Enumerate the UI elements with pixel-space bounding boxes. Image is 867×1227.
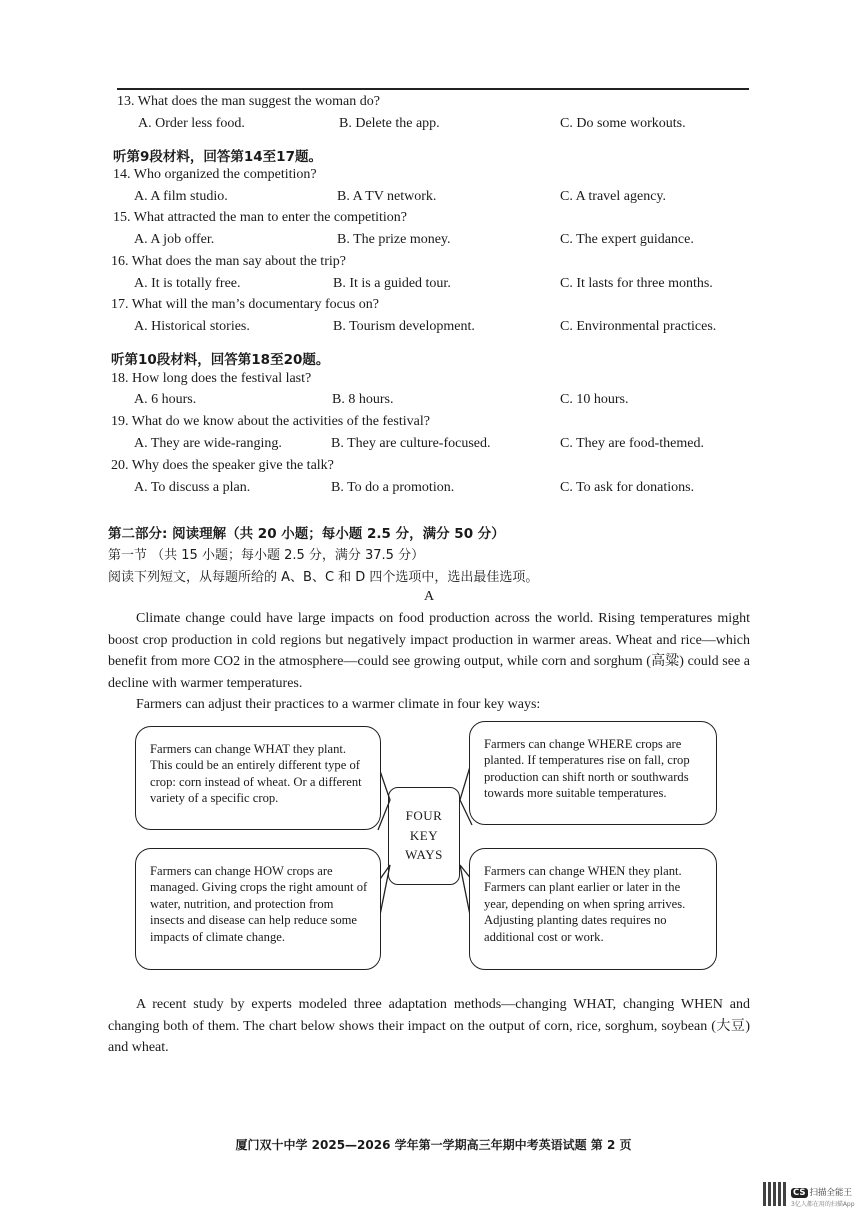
- question-18: 18. How long does the festival last?: [111, 371, 312, 386]
- scanner-subtitle: 3亿人都在用的扫描App: [791, 1201, 855, 1208]
- question-20: 20. Why does the speaker give the talk?: [111, 458, 334, 473]
- paragraph-3: A recent study by experts modeled three adaptation methods—changing WHAT, changing WHEN and changing both of them. The chart below shows their impact on the output of corn, rice, sorghum, soybean (大豆) and wheat.: [108, 997, 750, 1056]
- q17-option-b: B. Tourism development.: [333, 319, 475, 334]
- scanner-name: 扫描全能王: [809, 1188, 853, 1198]
- box-where: Farmers can change WHERE crops are planted. If temperatures rise on fall, crop production can shift north or southwards towards more suitable temperatures.: [469, 721, 717, 825]
- q17-option-a: A. Historical stories.: [134, 319, 250, 334]
- box-how: Farmers can change HOW crops are managed. Giving crops the right amount of water, nutrition, and protection from insects and disease can help reduce some impacts of climate change.: [135, 848, 381, 970]
- q15-option-a: A. A job offer.: [134, 232, 215, 247]
- q15-option-c: C. The expert guidance.: [560, 232, 694, 247]
- q14-option-a: A. A film studio.: [134, 189, 228, 204]
- qr-code-icon: [763, 1182, 787, 1206]
- center-line-2: KEY: [409, 827, 439, 843]
- q17-option-c: C. Environmental practices.: [560, 319, 717, 334]
- q16-option-c: C. It lasts for three months.: [560, 276, 713, 291]
- q20-option-c: C. To ask for donations.: [560, 480, 695, 495]
- paragraph-2: Farmers can adjust their practices to a warmer climate in four key ways:: [136, 697, 541, 712]
- q19-option-b: B. They are culture-focused.: [331, 436, 491, 451]
- q18-option-a: A. 6 hours.: [134, 392, 197, 407]
- question-19: 19. What do we know about the activities of the festival?: [111, 414, 430, 429]
- scanner-logo-icon: CS: [793, 1188, 806, 1198]
- question-17: 17. What will the man’s documentary focus on?: [111, 297, 380, 312]
- q16-option-b: B. It is a guided tour.: [333, 276, 451, 291]
- center-four-key-ways: [388, 787, 460, 885]
- question-13: 13. What does the man suggest the woman do?: [117, 94, 380, 109]
- box-when: Farmers can change WHEN they plant. Farmers can plant earlier or later in the year, depending on when spring arrives. Adjusting planting dates requires no additional cost or work.: [469, 848, 717, 970]
- q13-option-a: A. Order less food.: [138, 116, 245, 131]
- q14-option-c: C. A travel agency.: [560, 189, 667, 204]
- q19-option-a: A. They are wide-ranging.: [134, 436, 282, 451]
- q19-option-c: C. They are food-themed.: [560, 436, 704, 451]
- q18-option-c: C. 10 hours.: [560, 392, 629, 407]
- section-1-heading: 第一节 （共 15 小题；每小题 2.5 分，满分 37.5 分）: [108, 548, 425, 563]
- box-what: Farmers can change WHAT they plant. This could be an entirely different type of crop: corn instead of wheat. Or a different variety of a specific crop.: [135, 726, 381, 830]
- question-14: 14. Who organized the competition?: [113, 167, 317, 182]
- section-10-heading: 听第10段材料，回答第18至20题。: [111, 352, 330, 368]
- q16-option-a: A. It is totally free.: [134, 276, 241, 291]
- center-line-1: FOUR: [405, 808, 443, 823]
- paragraph-1: Climate change could have large impacts on food production across the world. Rising temperatures might boost crop production in cold regions but negatively impact production in warmer areas. Wheat and rice—which benefit from more CO2 in the atmosphere—could see growing output, while corn and sorghum (高粱) could see a decline with warmer temperatures.: [108, 611, 750, 691]
- center-line-3: WAYS: [405, 847, 443, 862]
- passage-label: A: [424, 589, 435, 604]
- page-footer: 厦门双十中学 2025—2026 学年第一学期高三年期中考英语试题 第 2 页: [235, 1138, 632, 1152]
- q20-option-b: B. To do a promotion.: [331, 480, 455, 495]
- q15-option-b: B. The prize money.: [337, 232, 451, 247]
- q14-option-b: B. A TV network.: [337, 189, 437, 204]
- question-15: 15. What attracted the man to enter the competition?: [113, 210, 408, 225]
- section-9-heading: 听第9段材料，回答第14至17题。: [113, 149, 322, 165]
- part-2-heading: 第二部分: 阅读理解（共 20 小题；每小题 2.5 分，满分 50 分）: [108, 526, 505, 542]
- reading-instruction: 阅读下列短文，从每题所给的 A、B、C 和 D 四个选项中，选出最佳选项。: [108, 570, 539, 585]
- q13-option-c: C. Do some workouts.: [560, 116, 686, 131]
- q18-option-b: B. 8 hours.: [332, 392, 394, 407]
- q13-option-b: B. Delete the app.: [339, 116, 440, 131]
- scanner-watermark: [791, 1186, 852, 1198]
- question-16: 16. What does the man say about the trip?: [111, 254, 346, 269]
- q20-option-a: A. To discuss a plan.: [134, 480, 251, 495]
